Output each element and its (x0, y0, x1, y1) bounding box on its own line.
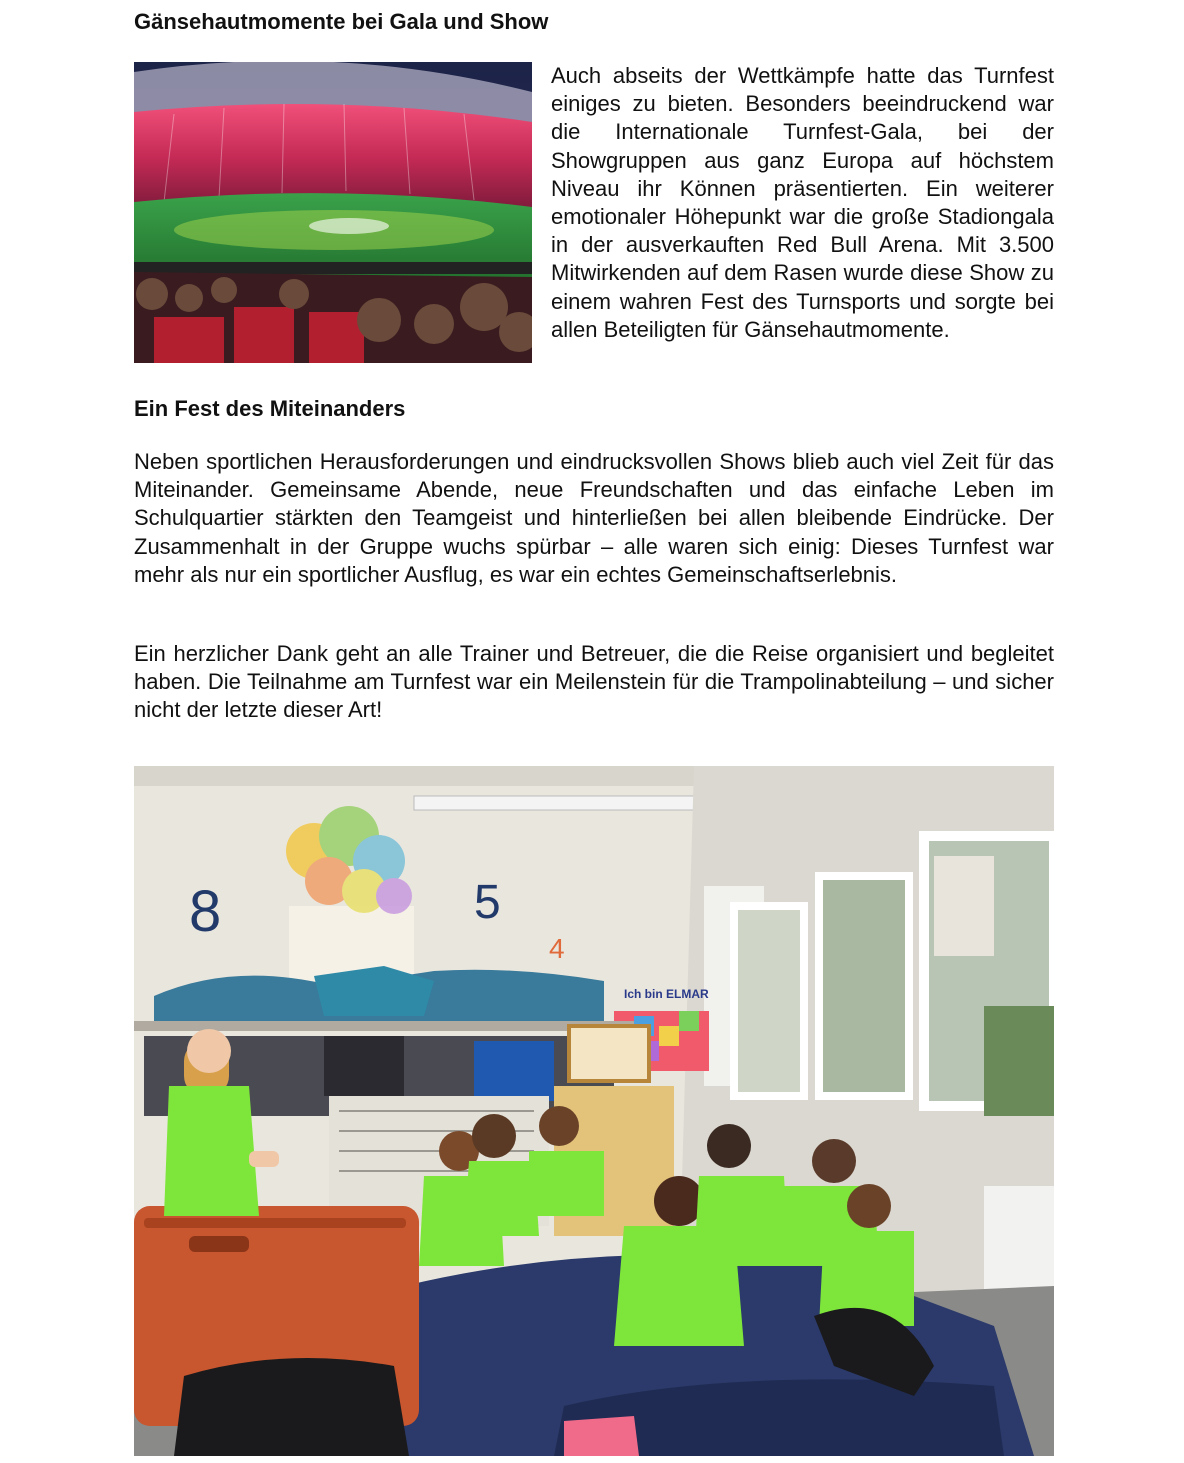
miteinander-paragraph: Neben sportlichen Herausforderungen und eindrucksvollen Shows blieb auch viel Zeit für das Miteinander. Gemeinsame Abende, neue Freundschaften und das einfache Leben im Schulquartier stärkten den Teamgeist und hinterließen bei allen bleibende Eindrücke. Der Zusammenhalt in der Gruppe wuchs spürbar – alle waren sich einig: Dieses Turnfest war mehr als nur ein sportlicher Ausflug, es war ein echtes Gemeinschaftserlebnis. (134, 449, 1054, 587)
stadium-gala-photo (134, 62, 532, 363)
wall-number-4: 4 (549, 933, 565, 964)
wall-number-8: 8 (189, 879, 222, 944)
section-heading-miteinander: Ein Fest des Miteinanders (134, 396, 406, 421)
thanks-paragraph: Ein herzlicher Dank geht an alle Trainer und Betreuer, die die Reise organisiert und begleitet haben. Die Teilnahme am Turnfest war ein Meilenstein für die Trampolinabteilung – und sicher nicht der letzte dieser Art! (134, 641, 1054, 723)
gala-paragraph: Auch abseits der Wettkämpfe hatte das Turnfest einiges zu bieten. Besonders beeindruckend war die Internationale Turnfest-Gala, bei der Showgruppen aus ganz Europa auf höchstem Niveau ihr Können präsentierten. Ein weiterer emotionaler Höhepunkt war die große Stadiongala in der ausverkauften Red Bull Arena. Mit 3.500 Mitwirkenden auf dem Rasen wurde diese Show zu einem wahren Fest des Turnsports und sorgte bei allen Beteiligten für Gänsehautmomente. (551, 63, 1054, 342)
elmar-sign: Ich bin ELMAR (624, 987, 709, 1001)
section-heading-gala: Gänsehautmomente bei Gala und Show (134, 9, 549, 34)
wall-number-5: 5 (474, 876, 501, 929)
classroom-group-photo (134, 766, 1054, 1456)
